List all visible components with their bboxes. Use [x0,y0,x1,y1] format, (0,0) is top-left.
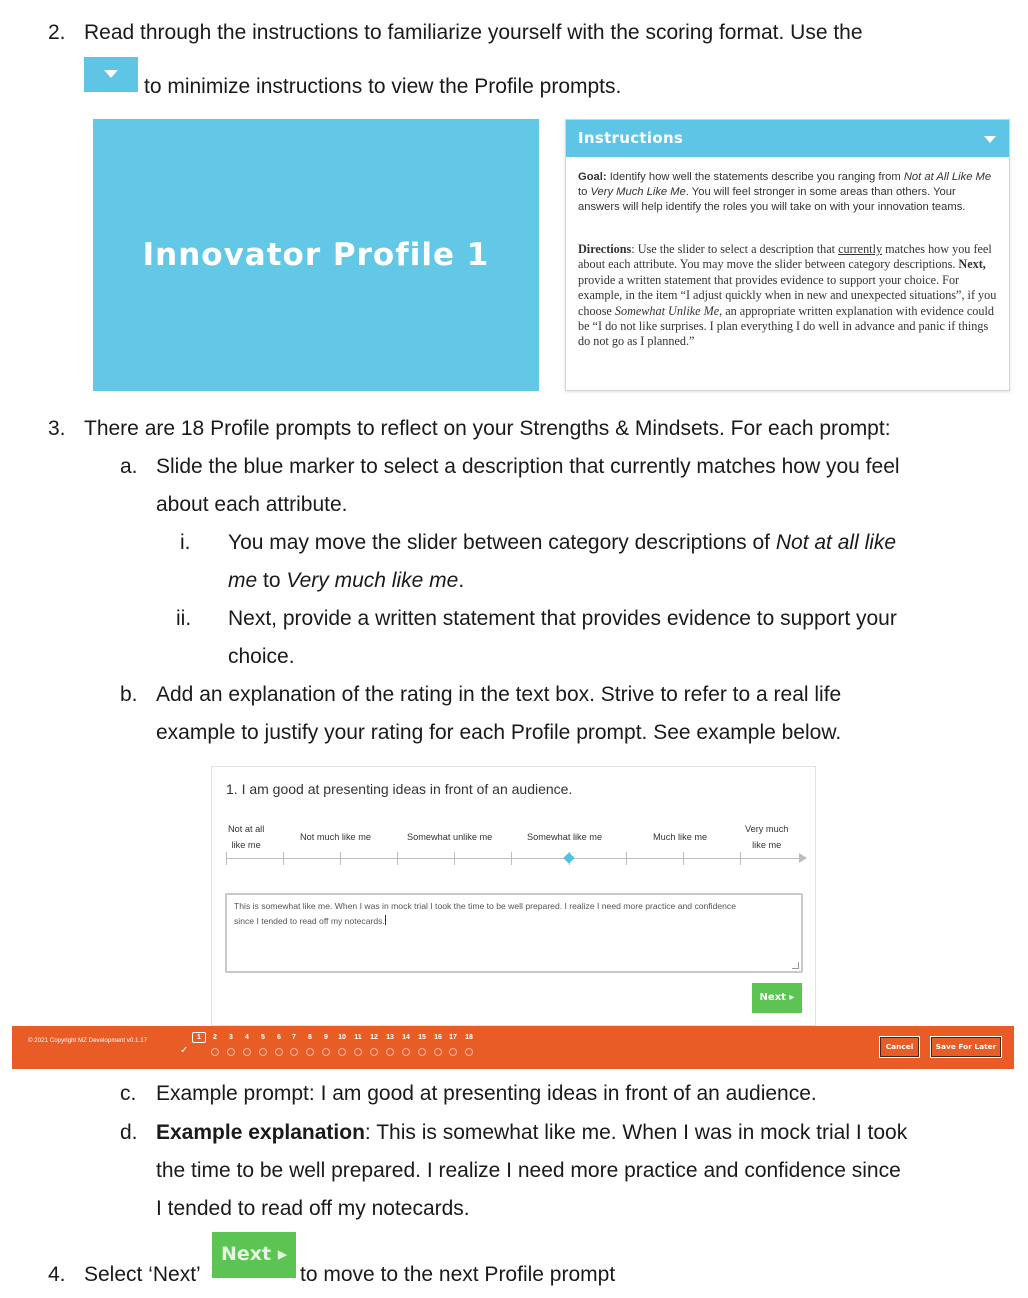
scale-label-much-like: Much like me [653,832,708,842]
instructions-panel [565,119,1010,391]
sub-number: b. [120,683,138,706]
page-number[interactable]: 5 [261,1034,265,1041]
scale-label-very-much: Very much like me [745,824,789,850]
page-number[interactable]: 4 [245,1034,249,1041]
text-caret [385,915,386,925]
cancel-button[interactable]: Cancel [879,1036,920,1058]
page-number[interactable]: 3 [229,1034,233,1041]
page-status-dot [370,1048,378,1056]
page-status-dot [227,1048,235,1056]
page-status-dot [243,1048,251,1056]
prompt-question: 1. I am good at presenting ideas in front of an audience. [226,781,573,797]
step-number: 3. [48,417,66,440]
page-status-dot [259,1048,267,1056]
page-number[interactable]: 1 [192,1032,206,1043]
page-status-dot [434,1048,442,1056]
sub-number: ii. [176,607,192,630]
page-number[interactable]: 10 [338,1034,346,1041]
example-prompt-card [211,766,816,1026]
page-number[interactable]: 17 [449,1034,457,1041]
slider-tick [511,852,512,865]
sub-text: Slide the blue marker to select a description that currently matches how you feel [156,455,900,478]
step-text: Read through the instructions to familiarize yourself with the scoring format. Use the [84,21,863,44]
instructions-title: Instructions [578,129,684,147]
page-number[interactable]: 18 [465,1034,473,1041]
sub-text: I tended to read off my notecards. [156,1197,470,1220]
slider-tick [740,852,741,865]
sub-text: me to Very much like me. [228,569,465,592]
chevron-down-icon[interactable] [984,136,996,143]
page-status-dot [275,1048,283,1056]
page-number[interactable]: 16 [434,1034,442,1041]
sub-text: Add an explanation of the rating in the text box. Strive to refer to a real life [156,683,842,706]
directions-label: Directions [578,242,632,256]
step-number: 4. [48,1263,66,1286]
page-status-dot [322,1048,330,1056]
goal-text: Goal: Identify how well the statements describe you ranging from Not at All Like Me to Very Much Like Me. You will feel stronger in some areas than others. Your answers will help identify the roles you will take on with your innovation teams. [578,171,992,213]
step-text: to move to the next Profile prompt [300,1263,616,1286]
slider-tick [626,852,627,865]
progress-footer-bar [12,1026,1014,1069]
instructions-header[interactable] [566,120,1009,157]
step-number: 2. [48,21,66,44]
page-status-dot [211,1048,219,1056]
slider-tick [683,852,684,865]
sub-text: Example explanation: This is somewhat like me. When I was in mock trial I took [156,1121,908,1144]
directions-text: Directions: Use the slider to select a description that currently matches how you feel about each attribute. You may move the slider between category descriptions. Next, provide a written statement that provides evidence to support your choice. For example, in the item “I adjust quickly when in new and unexpected situations”, if you choose Somewhat Unlike Me, an appropriate written explanation with evidence could be “I do not like surprises. I plan everything I do well in advance and panic if things do not go as I planned.” [578,242,997,349]
chevron-down-icon [104,70,118,78]
sub-number: i. [180,531,191,554]
sub-number: c. [120,1082,137,1105]
slider-tick [454,852,455,865]
step-text: Select ‘Next’ [84,1263,201,1286]
sub-number: d. [120,1121,138,1144]
explanation-textarea[interactable]: This is somewhat like me. When I was in mock trial I took the time to be well prepared. I realize I need more practice and confidence since I tended to read off my notecards. [225,893,803,973]
step-text: There are 18 Profile prompts to reflect on your Strengths & Mindsets. For each prompt: [84,417,891,440]
page-number[interactable]: 7 [292,1034,296,1041]
page-status-dot [386,1048,394,1056]
copyright-text: © 2021 Copyright MZ Development v0.1.17 [28,1037,148,1044]
page-number[interactable]: 11 [354,1034,362,1041]
scale-label-somewhat-like: Somewhat like me [527,832,603,842]
page-number[interactable]: 8 [308,1034,312,1041]
goal-label: Goal: [578,171,607,183]
sub-number: a. [120,455,138,478]
next-button[interactable]: Next ▸ [752,983,802,1013]
page-number[interactable]: 6 [277,1034,281,1041]
save-for-later-button[interactable]: Save For Later [930,1036,1002,1058]
page-number[interactable]: 12 [370,1034,378,1041]
page-status-dot [290,1048,298,1056]
sub-text: about each attribute. [156,493,348,516]
minimize-button[interactable] [84,57,138,92]
page-number[interactable]: 9 [324,1034,328,1041]
page-number[interactable]: 2 [213,1034,217,1041]
page-status-dot [338,1048,346,1056]
slider-tick [397,852,398,865]
page-status-dot [449,1048,457,1056]
next-label: Next ▸ [221,1243,288,1265]
profile-tile [93,119,539,391]
scale-label-somewhat-unlike: Somewhat unlike me [407,832,493,842]
sub-text: the time to be well prepared. I realize I need more practice and confidence since [156,1159,901,1182]
page-status-dot [418,1048,426,1056]
page-status-dot [306,1048,314,1056]
profile-title: Innovator Profile 1 [142,237,490,273]
page-number[interactable]: 13 [386,1034,394,1041]
scale-label-not-much: Not much like me [300,832,371,842]
slider-marker[interactable] [563,852,574,863]
slider-track[interactable] [226,858,801,859]
slider-tick [283,852,284,865]
sub-text: Next, provide a written statement that provides evidence to support your [228,607,897,630]
slider-arrow-icon [799,853,807,863]
page-status-dot [354,1048,362,1056]
page-status-dot [465,1048,473,1056]
sub-text: example to justify your rating for each Profile prompt. See example below. [156,721,842,744]
page-number[interactable]: 14 [402,1034,410,1041]
page-status-dot [402,1048,410,1056]
sub-text: You may move the slider between category descriptions of Not at all like [228,531,897,554]
resize-grip-icon[interactable] [792,962,799,969]
sub-text: choice. [228,645,295,668]
page-number[interactable]: 15 [418,1034,426,1041]
step-2-line-2: to minimize instructions to view the Profile prompts. [144,75,622,98]
slider-tick [226,852,227,865]
sub-text: Example prompt: I am good at presenting ideas in front of an audience. [156,1082,817,1105]
check-icon: ✓ [180,1045,189,1056]
scale-label-not-at-all: Not at all like me [228,824,265,850]
slider-tick [340,852,341,865]
next-button-large[interactable] [212,1232,296,1278]
